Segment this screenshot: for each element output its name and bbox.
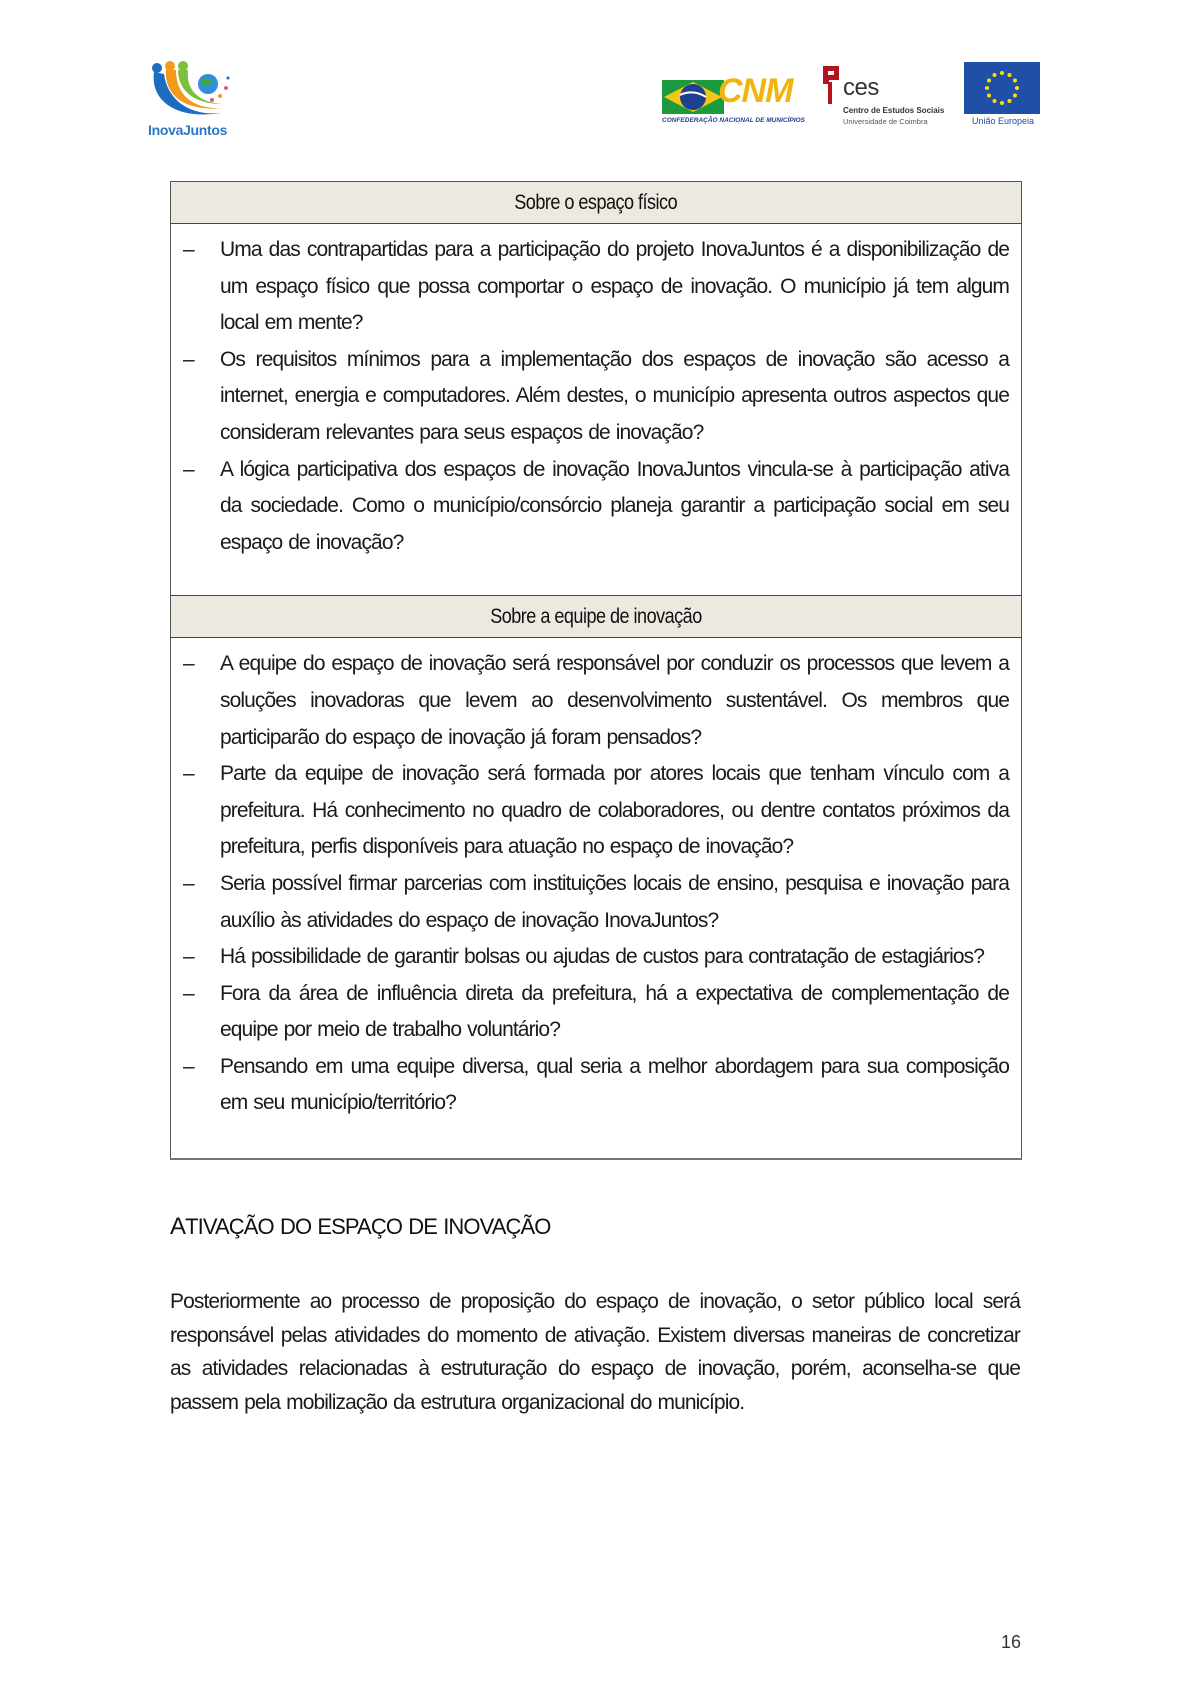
eu-star-icon [1000,71,1004,75]
dash-bullet: – [183,238,195,261]
ces-logo [817,62,945,128]
ces-abbr: ces [843,74,879,101]
question-text: A lógica participativa dos espaços de inovação InovaJuntos vincula-se à participação ativa da sociedade. Como o município/consórcio planeja garantir a participação social em seu espaço de inovação? [220,457,1009,554]
dash-bullet: – [183,945,195,969]
eu-star-icon [987,79,991,83]
question-item [181,939,1009,976]
section-title: Sobre o espaço físico [514,190,678,214]
cnm-logo [662,70,805,128]
dash-bullet: – [183,457,195,481]
eu-star-icon [1015,86,1019,90]
eu-star-icon [1008,99,1012,103]
question-text: Há possibilidade de garantir bolsas ou ajudas de custos para contratação de estagiários? [220,945,984,969]
body-paragraph: Posteriormente ao processo de proposição do espaço de inovação, o setor público local será responsável pelas atividades do momento de ativação. Existem diversas maneiras de concretizar as atividades relacionadas à estruturação do espaço de inovação, porém, aconselha-se que passem pela mobilização da estrutura organizacional do município. [170,1290,1020,1414]
brazil-flag-icon [662,74,724,118]
section-heading [170,1213,551,1241]
question-text: A equipe do espaço de inovação será responsável por conduzir os processos que levem a soluções inovadoras que levem ao desenvolvimento sustentável. Os membros que participarão do espaço de inovação já foram pensados? [220,652,1009,749]
dash-bullet: – [183,981,195,1005]
question-item [181,452,1009,562]
page-number: 16 [1001,1632,1022,1652]
question-item [181,756,1009,866]
dash-bullet: – [183,652,195,676]
question-item [181,866,1009,939]
dash-bullet: – [183,762,195,786]
dash-bullet: – [183,1054,195,1078]
questions-table [170,181,1022,1160]
eu-star-icon [985,86,989,90]
cnm-abbr: CNM [718,72,793,110]
eu-star-icon [1013,94,1017,98]
cnm-full-name: CONFEDERAÇÃO NACIONAL DE MUNICÍPIOS [662,117,805,124]
section-header-physical-space [171,182,1021,224]
ces-line2: Universidade de Coimbra [843,117,928,126]
section-body-physical-space [171,224,1021,595]
question-item [181,976,1009,1049]
ces-emblem-icon [817,62,845,108]
question-text: Fora da área de influência direta da prefeitura, há a expectativa de complementação de equipe por meio de trabalho voluntário? [220,981,1009,1042]
question-text: Parte da equipe de inovação será formada por atores locais que tenham vínculo com a prefeitura. Há conhecimento no quadro de colaboradores, ou dentre contatos próximos da prefeitura, perfis disponíveis para atuação no espaço de inovação? [220,762,1009,859]
eu-star-icon [987,94,991,98]
question-text: Uma das contrapartidas para a participação do projeto InovaJuntos é a disponibilização de um espaço físico que possa comportar o espaço de inovação. O município já tem algum local em mente? [220,238,1009,335]
question-text: Pensando em uma equipe diversa, qual seria a melhor abordagem para sua composição em seu município/território? [220,1054,1009,1115]
dash-bullet: – [183,347,195,371]
section-title: Sobre a equipe de inovação [490,604,702,628]
dash-bullet: – [183,871,195,895]
eu-star-icon [1000,101,1004,105]
section-heading-rest: TIVAÇÃO DO ESPAÇO DE INOVAÇÃO [185,1214,551,1239]
ces-line1: Centro de Estudos Sociais [843,106,945,115]
section-heading-initial: A [170,1213,186,1240]
question-item [181,342,1009,452]
inovajuntos-logo [146,60,246,142]
eu-star-icon [1008,73,1012,77]
section-header-innovation-team [171,595,1021,638]
eu-flag-icon [964,62,1040,114]
question-text: Os requisitos mínimos para a implementação dos espaços de inovação são acesso a internet, energia e computadores. Além destes, o município apresenta outros aspectos que consideram relevantes para seus espaços de inovação? [220,347,1009,444]
inovajuntos-logo-text: InovaJuntos [148,122,228,138]
section-body-innovation-team [171,638,1021,1158]
question-item [181,646,1009,756]
eu-star-icon [993,99,997,103]
question-item [181,232,1009,342]
eu-logo [962,62,1042,128]
question-text: Seria possível firmar parcerias com instituições locais de ensino, pesquisa e inovação para auxílio às atividades do espaço de inovação InovaJuntos? [220,871,1009,932]
question-item [181,1049,1009,1122]
eu-star-icon [1013,79,1017,83]
eu-label: União Europeia [972,116,1035,126]
eu-star-icon [993,73,997,77]
